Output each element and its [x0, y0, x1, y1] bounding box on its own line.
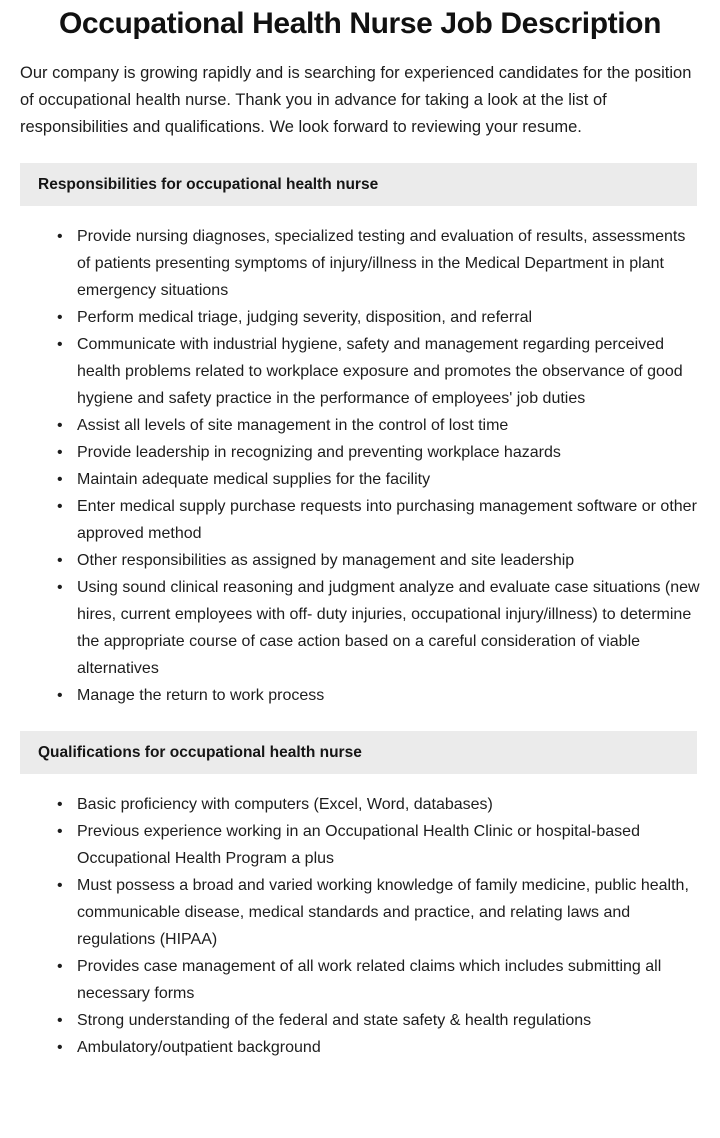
list-item [57, 412, 700, 439]
bullet-icon: • [57, 336, 63, 353]
list-item-text: Maintain adequate medical supplies for the facility [77, 471, 431, 488]
list-item [57, 223, 700, 304]
list-item [57, 331, 700, 412]
list-item-text: Provide nursing diagnoses, specialized testing and evaluation of results, assessments of patients presenting symptoms of injury/illness in the Medical Department in plant emergency situations [77, 228, 686, 299]
list-item-text: Provides case management of all work related claims which includes submitting all necessary forms [77, 958, 662, 1002]
list-item [57, 818, 700, 872]
page-title: Occupational Health Nurse Job Description [58, 7, 662, 40]
list-item [57, 872, 700, 953]
list-item [57, 547, 700, 574]
qualifications-heading: Qualifications for occupational health nurse [38, 743, 362, 761]
bullet-icon: • [57, 687, 63, 704]
list-item [57, 466, 700, 493]
bullet-icon: • [57, 417, 63, 434]
intro-paragraph: Our company is growing rapidly and is searching for experienced candidates for the position of occupational health nurse. Thank you in advance for taking a look at the list of responsibilities and qualifications. We look forward to reviewing your resume. [20, 64, 692, 136]
list-item [57, 791, 700, 818]
list-item-text: Previous experience working in an Occupational Health Clinic or hospital-based Occupational Health Program a plus [77, 823, 640, 867]
bullet-icon: • [57, 309, 63, 326]
list-item-text: Provide leadership in recognizing and preventing workplace hazards [77, 444, 561, 461]
bullet-icon: • [57, 823, 63, 840]
list-item [57, 1007, 700, 1034]
bullet-icon: • [57, 444, 63, 461]
list-item [57, 574, 700, 682]
list-item-text: Assist all levels of site management in the control of lost time [77, 417, 509, 434]
bullet-icon: • [57, 552, 63, 569]
list-item-text: Strong understanding of the federal and state safety & health regulations [77, 1012, 592, 1029]
list-item-text: Ambulatory/outpatient background [77, 1039, 321, 1056]
bullet-icon: • [57, 579, 63, 596]
bullet-icon: • [57, 228, 63, 245]
list-item [57, 439, 700, 466]
list-item-text: Other responsibilities as assigned by management and site leadership [77, 552, 575, 569]
bullet-icon: • [57, 958, 63, 975]
qualifications-section-header [20, 731, 697, 774]
bullet-icon: • [57, 498, 63, 515]
list-item-text: Must possess a broad and varied working knowledge of family medicine, public health, communicable disease, medical standards and practice, and relating laws and regulations (HIPAA) [77, 877, 689, 948]
bullet-icon: • [57, 796, 63, 813]
list-item [57, 493, 700, 547]
qualifications-list [20, 791, 700, 1061]
list-item-text: Enter medical supply purchase requests into purchasing management software or other approved method [77, 498, 697, 542]
list-item [57, 1034, 700, 1061]
list-item [57, 304, 700, 331]
list-item-text: Communicate with industrial hygiene, safety and management regarding perceived health problems related to workplace exposure and promotes the observance of good hygiene and safety practice in the performance of employees' job duties [77, 336, 683, 407]
list-item [57, 682, 700, 709]
bullet-icon: • [57, 1039, 63, 1056]
bullet-icon: • [57, 1012, 63, 1029]
list-item-text: Perform medical triage, judging severity, disposition, and referral [77, 309, 533, 326]
bullet-icon: • [57, 877, 63, 894]
list-item-text: Using sound clinical reasoning and judgment analyze and evaluate case situations (new hires, current employees with off- duty injuries, occupational injury/illness) to determine the appropriate course of case action based on a careful consideration of viable alternatives [77, 579, 700, 677]
list-item-text: Manage the return to work process [77, 687, 325, 704]
list-item-text: Basic proficiency with computers (Excel, Word, databases) [77, 796, 493, 813]
list-item [57, 953, 700, 1007]
responsibilities-list [20, 223, 700, 709]
responsibilities-heading: Responsibilities for occupational health nurse [38, 175, 379, 193]
bullet-icon: • [57, 471, 63, 488]
responsibilities-section-header [20, 163, 697, 206]
